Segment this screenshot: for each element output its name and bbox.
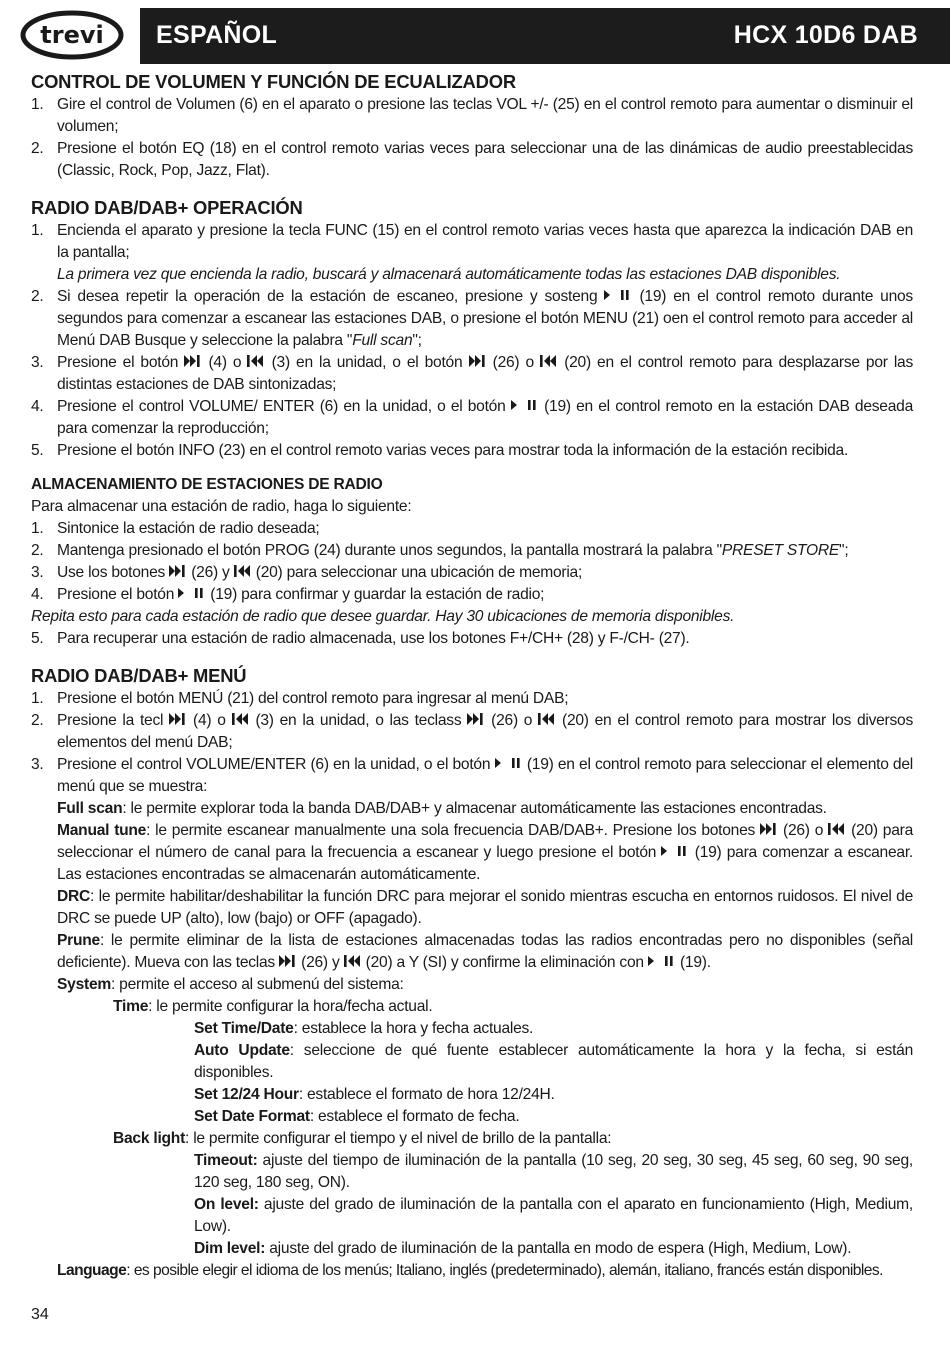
item-text: (3) en la unidad, o el botón xyxy=(265,354,469,371)
item-text: Full scan xyxy=(352,332,413,349)
term-text: ajuste del grado de iluminación de la pantalla con el aparato en funcionamiento (High, Medium, Low). xyxy=(194,1196,913,1235)
item-number: 2. xyxy=(31,712,44,729)
item-number: 5. xyxy=(31,442,44,459)
item-text: (3) en la unidad, o las teclass xyxy=(249,712,468,729)
term-label: Dim level: xyxy=(194,1240,266,1257)
term-text: : es posible elegir el idioma de los menús; Italiano, inglés (predeterminado), alemán, italiano, francés están disponibles. xyxy=(126,1262,883,1279)
term-text: : seleccione de qué fuente establecer automáticamente la hora y la fecha, si están disponibles. xyxy=(194,1042,913,1081)
term-label: Time xyxy=(113,998,149,1015)
item-text: PRESET STORE xyxy=(721,542,840,559)
trevi-logo xyxy=(20,10,124,60)
list-item xyxy=(31,688,913,710)
menu-auto-update xyxy=(194,1040,913,1084)
next-icon xyxy=(467,713,485,725)
previous-icon xyxy=(828,823,846,835)
term-text: : le permite habilitar/deshabilitar la función DRC para mejorar el sonido mientras escucha en entornos ruidosos. El nivel de DRC se puede UP (alto), low (bajo) or OFF (apagado). xyxy=(57,888,913,927)
previous-icon xyxy=(344,955,362,967)
term-text: : establece la hora y fecha actuales. xyxy=(293,1020,534,1037)
term-label: DRC xyxy=(57,888,91,905)
list-item xyxy=(31,562,913,584)
next-icon xyxy=(279,955,297,967)
menu-prune xyxy=(57,930,913,974)
store-note: Repita esto para cada estación de radio que desee guardar. Hay 30 ubicaciones de memoria disponibles. xyxy=(31,608,735,625)
language-label: ESPAÑOL xyxy=(156,21,278,49)
item-text: (20) en el control remoto para desplazarse por las distintas estaciones de DAB sintonizadas; xyxy=(57,354,914,393)
item-number: 4. xyxy=(31,398,44,415)
play-pause-icon xyxy=(648,955,676,967)
section-title-menu: RADIO DAB/DAB+ MENÚ xyxy=(31,665,247,686)
section-title-volume: CONTROL DE VOLUMEN Y FUNCIÓN DE ECUALIZADOR xyxy=(31,71,516,92)
item-number: 1. xyxy=(31,520,44,537)
term-label: System xyxy=(57,976,111,993)
term-label: Manual tune xyxy=(57,822,147,839)
item-text: Presione la tecl xyxy=(57,712,170,729)
menu-time xyxy=(113,996,913,1018)
item-text: Presione el botón xyxy=(57,586,179,603)
logo-area xyxy=(0,0,140,66)
term-text: : le permite configurar la hora/fecha actual. xyxy=(148,998,433,1015)
previous-icon xyxy=(538,713,556,725)
item-text: Mantenga presionado el botón PROG (24) durante unos segundos, la pantalla mostrará la palabra " xyxy=(57,542,722,559)
term-text: (20) a Y (SI) y confirme la eliminación con xyxy=(361,954,648,971)
list-item xyxy=(31,440,913,462)
item-text: (20) en el control remoto para mostrar los diversos elementos del menú DAB; xyxy=(57,712,914,751)
item-text: (19) para confirmar y guardar la estación de radio; xyxy=(206,586,545,603)
term-text: (19). xyxy=(675,954,711,971)
term-text: : permite el acceso al submenú del sistema: xyxy=(110,976,404,993)
item-text: Si desea repetir la operación de la estación de escaneo, presione y sosteng xyxy=(57,288,605,305)
item-number: 1. xyxy=(31,690,44,707)
term-label: Set Time/Date xyxy=(194,1020,294,1037)
list-item xyxy=(31,628,913,650)
item-number: 2. xyxy=(31,140,44,157)
page-header xyxy=(0,0,950,66)
item-text: (26) y xyxy=(187,564,234,581)
item-text: "; xyxy=(839,542,849,559)
dab-list xyxy=(31,220,913,462)
term-text: (19) para comenzar a escanear. Las estaciones encontradas se almacenarán automáticamente. xyxy=(57,844,913,883)
menu-set-date-format xyxy=(194,1106,913,1128)
store-list-continued xyxy=(31,628,913,650)
title-bar xyxy=(140,8,950,64)
previous-icon xyxy=(234,565,252,577)
item-text: Presione el control VOLUME/ ENTER (6) en la unidad, o el botón xyxy=(57,398,511,415)
item-text: (19) en el control remoto en la estación DAB deseada para comenzar la reproducción; xyxy=(57,398,913,437)
list-item xyxy=(31,94,913,138)
item-text: (4) o xyxy=(202,354,248,371)
menu-dim-level xyxy=(194,1238,913,1260)
model-label: HCX 10D6 DAB xyxy=(733,21,918,49)
term-label: Set 12/24 Hour xyxy=(194,1086,299,1103)
menu-manual-tune xyxy=(57,820,913,886)
menu-list xyxy=(31,688,913,798)
term-text: : le permite eliminar de la lista de estaciones almacenadas todas las radios encontradas pero no disponibles (señal deficiente). Mueva con las teclas xyxy=(57,932,913,971)
list-item xyxy=(31,710,913,754)
list-item xyxy=(31,352,913,396)
term-text: : le permite escanear manualmente una sola frecuencia DAB/DAB+. Presione los botones xyxy=(146,822,761,839)
menu-back-light xyxy=(113,1128,913,1150)
term-text: ajuste del grado de iluminación de la pantalla en modo de espera (High, Medium, Low). xyxy=(265,1240,852,1257)
term-text: : establece el formato de hora 12/24H. xyxy=(298,1086,555,1103)
play-pause-icon xyxy=(604,289,632,301)
item-number: 2. xyxy=(31,542,44,559)
menu-set-12-24 xyxy=(194,1084,913,1106)
term-label: Set Date Format xyxy=(194,1108,310,1125)
section-title-store: ALMACENAMIENTO DE ESTACIONES DE RADIO xyxy=(31,476,383,493)
item-text: "; xyxy=(412,332,422,349)
item-number: 5. xyxy=(31,630,44,647)
menu-set-time xyxy=(194,1018,913,1040)
previous-icon xyxy=(540,355,558,367)
item-text: (19) en el control remoto para seleccionar el elemento del menú que se muestra: xyxy=(57,756,913,795)
list-item xyxy=(31,220,913,286)
page-number: 34 xyxy=(31,1306,49,1323)
next-icon xyxy=(169,565,187,577)
list-item xyxy=(31,518,913,540)
item-number: 3. xyxy=(31,354,44,371)
term-text: : le permite explorar toda la banda DAB/DAB+ y almacenar automáticamente las estaciones encontradas. xyxy=(122,800,827,817)
term-text: (20) para seleccionar el número de canal para la frecuencia a escanear y luego presione el botón xyxy=(57,822,914,861)
item-text: Para recuperar una estación de radio almacenada, use los botones F+/CH+ (28) y F-/CH- (27). xyxy=(57,630,690,647)
item-text: (4) o xyxy=(187,712,232,729)
item-text: Sintonice la estación de radio deseada; xyxy=(57,520,320,537)
item-number: 3. xyxy=(31,564,44,581)
item-number: 3. xyxy=(31,756,44,773)
previous-icon xyxy=(232,713,250,725)
term-label: Prune xyxy=(57,932,100,949)
page-content xyxy=(31,70,913,1282)
item-text: Encienda el aparato y presione la tecla FUNC (15) en el control remoto varias veces hasta que aparezca la indicación DAB en la pantalla; xyxy=(57,222,913,261)
section-title-dab: RADIO DAB/DAB+ OPERACIÓN xyxy=(31,197,303,218)
term-label: On level: xyxy=(194,1196,259,1213)
term-label: Language xyxy=(57,1262,127,1279)
previous-icon xyxy=(247,355,265,367)
list-item xyxy=(31,138,913,182)
menu-drc xyxy=(57,886,913,930)
term-text: : le permite configurar el tiempo y el nivel de brillo de la pantalla: xyxy=(185,1130,612,1147)
term-text: ajuste del tiempo de iluminación de la pantalla (10 seg, 20 seg, 30 seg, 45 seg, 60 seg, 90 seg, 120 seg, 180 seg, ON). xyxy=(194,1152,913,1191)
store-list xyxy=(31,518,913,606)
term-label: Timeout: xyxy=(194,1152,258,1169)
item-text: Gire el control de Volumen (6) en el aparato o presione las teclas VOL +/- (25) en el control remoto para aumentar o disminuir el volumen; xyxy=(57,96,913,135)
item-text: (20) para seleccionar una ubicación de memoria; xyxy=(251,564,583,581)
play-pause-icon xyxy=(511,399,539,411)
next-icon xyxy=(184,355,202,367)
item-number: 1. xyxy=(31,96,44,113)
item-note: La primera vez que encienda la radio, buscará y almacenará automáticamente todas las estaciones DAB disponibles. xyxy=(57,266,841,283)
next-icon xyxy=(469,355,487,367)
term-label: Auto Update xyxy=(194,1042,290,1059)
list-item xyxy=(31,540,913,562)
item-text: Presione el botón MENÚ (21) del control remoto para ingresar al menú DAB; xyxy=(57,690,569,707)
term-text: (26) o xyxy=(778,822,829,839)
item-text: Presione el botón xyxy=(57,354,185,371)
list-item xyxy=(31,286,913,352)
item-text: Presione el botón INFO (23) en el control remoto varias veces para mostrar toda la información de la estación recibida. xyxy=(57,442,849,459)
item-text: Presione el control VOLUME/ENTER (6) en la unidad, o el botón xyxy=(57,756,495,773)
play-pause-icon xyxy=(495,757,523,769)
item-text: (26) o xyxy=(486,354,541,371)
list-item xyxy=(31,396,913,440)
brand-text: trevi xyxy=(40,21,104,49)
menu-on-level xyxy=(194,1194,913,1238)
term-text: (26) y xyxy=(297,954,344,971)
store-intro: Para almacenar una estación de radio, haga lo siguiente: xyxy=(31,498,412,515)
menu-timeout xyxy=(194,1150,913,1194)
play-pause-icon xyxy=(661,845,689,857)
play-pause-icon xyxy=(178,587,206,599)
next-icon xyxy=(169,713,187,725)
volume-list xyxy=(31,94,913,182)
list-item xyxy=(31,584,913,606)
item-text: (19) en el control remoto durante unos segundos para comenzar a escanear las estaciones DAB, o presione el botón MENU (21) oen el control remoto para acceder al Menú DAB Busque y seleccione la palabra " xyxy=(57,288,913,349)
menu-language xyxy=(57,1260,913,1282)
item-text: Use los botones xyxy=(57,564,170,581)
term-label: Back light xyxy=(113,1130,186,1147)
item-number: 4. xyxy=(31,586,44,603)
item-text: (26) o xyxy=(485,712,539,729)
menu-system xyxy=(57,974,913,996)
term-label: Full scan xyxy=(57,800,123,817)
item-number: 2. xyxy=(31,288,44,305)
item-number: 1. xyxy=(31,222,44,239)
menu-full-scan xyxy=(57,798,913,820)
term-text: : establece el formato de fecha. xyxy=(309,1108,520,1125)
list-item xyxy=(31,754,913,798)
next-icon xyxy=(760,823,778,835)
item-text: Presione el botón EQ (18) en el control remoto varias veces para seleccionar una de las dinámicas de audio preestablecidas (Classic, Rock, Pop, Jazz, Flat). xyxy=(57,140,913,179)
